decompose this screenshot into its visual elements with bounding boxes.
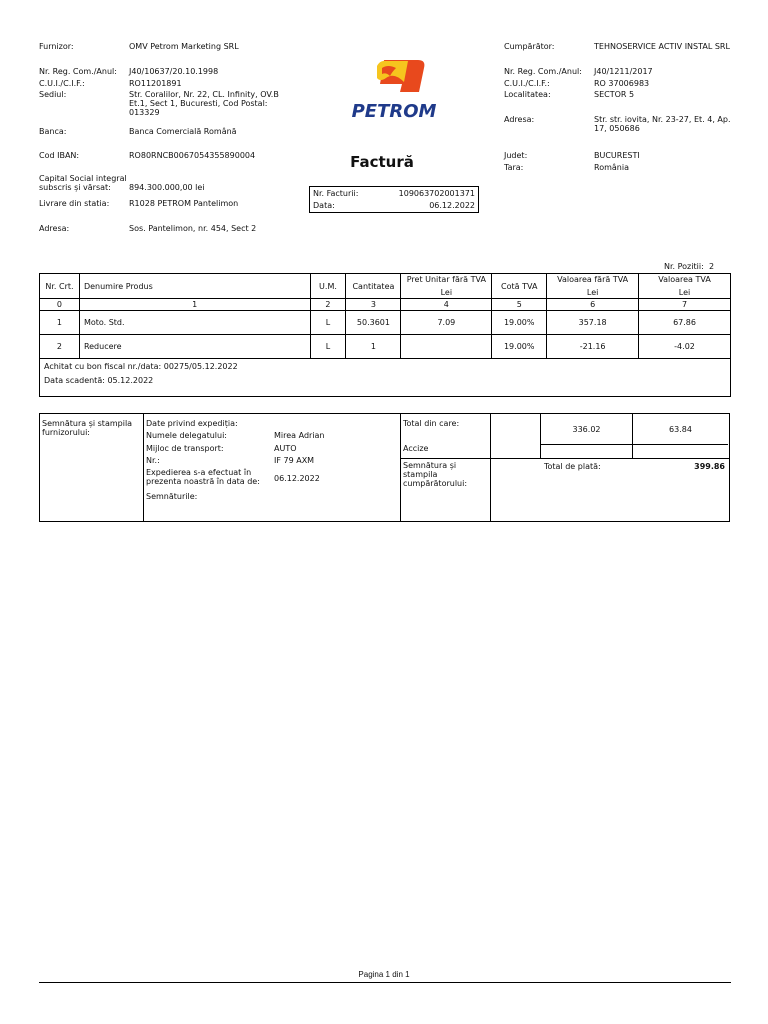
- header-valoare-tva-label: Valoarea TVA: [658, 275, 711, 284]
- row-tva: 67.86: [639, 311, 731, 335]
- items-table: [39, 273, 731, 397]
- header-pret-unitar-label: Pret Unitar fără TVA: [406, 275, 486, 284]
- furnizor-value: OMV Petrom Marketing SRL: [129, 42, 239, 51]
- table-row: [40, 335, 731, 359]
- header-um: U.M.: [310, 274, 346, 299]
- index-cell: 6: [547, 299, 639, 311]
- header-cantitatea: Cantitatea: [346, 274, 401, 299]
- total-plata-value: 399.86: [694, 462, 725, 471]
- total-plata-label: Total de plată:: [544, 462, 601, 471]
- header-denumire: Denumire Produs: [79, 274, 310, 299]
- total-tva-value: 63.84: [669, 425, 692, 434]
- blank-cell: [491, 414, 540, 521]
- pozitii-label: Nr. Pozitii:: [664, 262, 704, 271]
- supplier-sediul-label: Sediul:: [39, 90, 67, 99]
- invoice-title: Factură: [350, 153, 414, 171]
- row-tva: -4.02: [639, 335, 731, 359]
- supplier-adresa-value: Sos. Pantelimon, nr. 454, Sect 2: [129, 224, 257, 233]
- expedierea-label: Expedierea s-a efectuat în prezenta noastră în data de:: [146, 468, 260, 486]
- invoice-nr-label: Nr. Facturii:: [313, 189, 359, 198]
- table-row: [40, 311, 731, 335]
- accize-label: Accize: [403, 444, 429, 453]
- index-cell: 2: [310, 299, 346, 311]
- index-cell: 3: [346, 299, 401, 311]
- payment-info-cell: [40, 359, 731, 397]
- transport-value: AUTO: [274, 444, 297, 453]
- scadenta-text: Data scadentă: 05.12.2022: [44, 376, 154, 385]
- header-valoare-fara-tva-unit: Lei: [586, 288, 599, 297]
- buyer-regcom-value: J40/1211/2017: [594, 67, 653, 76]
- petrom-emblem-icon: [346, 56, 442, 122]
- header-pret-unitar: [401, 274, 492, 299]
- total-fara-tva-value: 336.02: [572, 425, 601, 434]
- furnizor-label: Furnizor:: [39, 42, 74, 51]
- header-pret-unitar-unit: Lei: [440, 288, 453, 297]
- header-valoare-fara-tva-label: Valoarea fără TVA: [557, 275, 629, 284]
- buyer-adresa-label: Adresa:: [504, 115, 535, 124]
- totals-values-cell: [540, 414, 728, 458]
- row-um: L: [310, 311, 346, 335]
- payment-info-row: [40, 359, 731, 397]
- supplier-livrare-value: R1028 PETROM Pantelimon: [129, 199, 239, 208]
- supplier-regcom-label: Nr. Reg. Com./Anul:: [39, 67, 117, 76]
- buyer-tara-value: România: [594, 163, 629, 172]
- row-valoare: -21.16: [547, 335, 639, 359]
- buyer-judet-label: Judet:: [504, 151, 528, 160]
- petrom-logo: [346, 56, 442, 122]
- expedition-box: [39, 413, 730, 522]
- transport-label: Mijloc de transport:: [146, 444, 224, 453]
- supplier-regcom-value: J40/10637/20.10.1998: [129, 67, 219, 76]
- nr-auto-label: Nr.:: [146, 456, 160, 465]
- index-cell: 4: [401, 299, 492, 311]
- semnatura-cumparator-label: Semnătura și stampila cumpărătorului:: [403, 461, 468, 488]
- buyer-localitatea-value: SECTOR 5: [594, 90, 635, 99]
- row-pret: [401, 335, 492, 359]
- row-cota: 19.00%: [492, 311, 547, 335]
- row-nr: 2: [40, 335, 80, 359]
- row-produs: Reducere: [79, 335, 310, 359]
- row-nr: 1: [40, 311, 80, 335]
- semnaturile-label: Semnăturile:: [146, 492, 198, 501]
- semnatura-furnizor-label: Semnătura și stampila furnizorului:: [42, 419, 133, 437]
- header-valoare-tva: [639, 274, 731, 299]
- supplier-sediul-value: Str. Coralilor, Nr. 22, CL. Infinity, OV.B Et.1, Sect 1, Bucuresti, Cod Postal: 013329: [129, 90, 279, 117]
- delegat-value: Mirea Adrian: [274, 431, 325, 440]
- header-valoare-tva-unit: Lei: [678, 288, 691, 297]
- delegat-label: Numele delegatului:: [146, 431, 227, 440]
- supplier-cui-label: C.U.I./C.I.F.:: [39, 79, 85, 88]
- invoice-date-label: Data:: [313, 201, 335, 210]
- header-cota-tva: Cotă TVA: [492, 274, 547, 299]
- divider-line: [491, 458, 729, 459]
- expedierea-value: 06.12.2022: [274, 474, 320, 483]
- buyer-cui-label: C.U.I./C.I.F.:: [504, 79, 550, 88]
- expedition-cell: [144, 414, 401, 521]
- page-footer: Pagina 1 din 1: [358, 970, 410, 979]
- index-cell: 0: [40, 299, 80, 311]
- table-header-row: [40, 274, 731, 299]
- invoice-nr-value: 109063702001371: [398, 189, 475, 198]
- cumparator-value: TEHNOSERVICE ACTIV INSTAL SRL: [594, 42, 730, 51]
- index-cell: 7: [639, 299, 731, 311]
- supplier-livrare-label: Livrare din statia:: [39, 199, 110, 208]
- buyer-regcom-label: Nr. Reg. Com./Anul:: [504, 67, 582, 76]
- buyer-tara-label: Tara:: [504, 163, 524, 172]
- invoice-number-box: [309, 186, 479, 213]
- buyer-judet-value: BUCURESTI: [594, 151, 640, 160]
- buyer-localitatea-label: Localitatea:: [504, 90, 551, 99]
- divider-line: [401, 458, 490, 459]
- buyer-cui-value: RO 37006983: [594, 79, 650, 88]
- row-produs: Moto. Std.: [79, 311, 310, 335]
- row-valoare: 357.18: [547, 311, 639, 335]
- totals-label-cell: [401, 414, 491, 521]
- supplier-cui-value: RO11201891: [129, 79, 182, 88]
- divider-line: [540, 414, 541, 458]
- supplier-banca-value: Banca Comercială Română: [129, 127, 237, 136]
- row-cantitate: 1: [346, 335, 401, 359]
- table-index-row: [40, 299, 731, 311]
- footer-line: [39, 982, 731, 983]
- pozitii-value: 2: [709, 262, 715, 271]
- total-din-care-label: Total din care:: [403, 419, 460, 428]
- invoice-date-value: 06.12.2022: [429, 201, 475, 210]
- row-um: L: [310, 335, 346, 359]
- index-cell: 1: [79, 299, 310, 311]
- supplier-banca-label: Banca:: [39, 127, 67, 136]
- supplier-capital-value: 894.300.000,00 lei: [129, 183, 205, 192]
- supplier-capital-label: Capital Social integral subscris și vărsat:: [39, 174, 127, 192]
- header-nr-crt: Nr. Crt.: [40, 274, 80, 299]
- header-valoare-fara-tva: [547, 274, 639, 299]
- supplier-iban-label: Cod IBAN:: [39, 151, 80, 160]
- divider-line: [632, 414, 633, 458]
- supplier-iban-value: RO80RNCB0067054355890004: [129, 151, 256, 160]
- logo-text: PETROM: [351, 101, 437, 122]
- divider-line: [540, 444, 728, 445]
- buyer-adresa-value: Str. str. iovita, Nr. 23-27, Et. 4, Ap. 17, 050686: [594, 115, 731, 133]
- cumparator-label: Cumpărător:: [504, 42, 555, 51]
- supplier-adresa-label: Adresa:: [39, 224, 70, 233]
- row-cota: 19.00%: [492, 335, 547, 359]
- achitat-text: Achitat cu bon fiscal nr./data: 00275/05.12.2022: [44, 362, 238, 371]
- index-cell: 5: [492, 299, 547, 311]
- expeditie-title: Date privind expediția:: [146, 419, 238, 428]
- nr-auto-value: IF 79 AXM: [274, 456, 315, 465]
- supplier-signature-cell: [40, 414, 144, 521]
- row-cantitate: 50.3601: [346, 311, 401, 335]
- row-pret: 7.09: [401, 311, 492, 335]
